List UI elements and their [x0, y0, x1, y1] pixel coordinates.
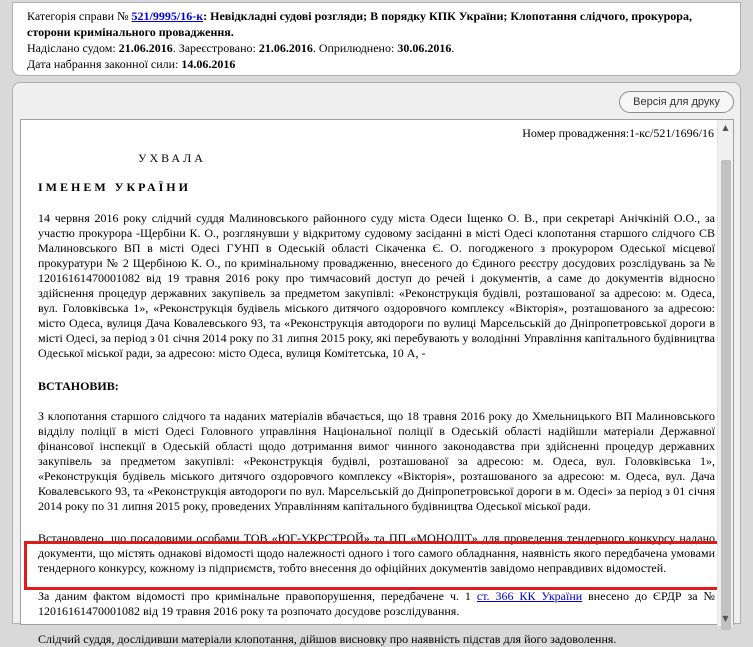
print-version-button[interactable]: Версія для друку — [619, 91, 734, 113]
vertical-scrollbar[interactable] — [717, 120, 733, 626]
paragraph-established: Встановлено, що посадовими особами ТОВ «ЮГ-УКРСТРОЙ» та ПП «МОНОЛІТ» для проведення тендерного конкурсу надано документи, що містять однакові відомості щодо належності одного і того самого обладнання, наявність якого передбачена умовами тендерного конкурсу, кожному із підприємств, тобто внесення до офіційних документів завідомо неправдивих відомостей. — [38, 531, 715, 575]
sent-label: Надіслано судом: — [27, 41, 116, 55]
case-metadata-panel — [12, 2, 741, 76]
document-body — [21, 120, 718, 646]
effective-date: 14.06.2016 — [181, 57, 236, 71]
category-label: Категорія справи № — [27, 9, 129, 23]
paragraph-intro: 14 червня 2016 року слідчий суддя Малиновського районного суду міста Одеси Іщенко О. В., при секретарі Анічкіній О.О., за участю прокурора -Щербіни К. О., розглянувши у відкритому судовому засіданні в місті Одесі клопотання старшого слідчого СВ Малиновського ВП в місті Одесі ГУНП в Одеській області Сікаченка Є. О. погодженого з прокурором Одеської місцевої прокуратури № 2 Щербіною К. О., по кримінальному провадженню, внесеного до Єдиного реєстру досудових розслідувань за № 12016161470001082 від 19 травня 2016 року про тимчасовий доступ до речей і документів, а саме до документів відносно здійснення процедур державних закупівель за предметом закупівлі: «Реконструкція будівлі, розташованої за адресою: м. Одеса, вул. Головківська 1», «Реконструкція будівель міського дитячого оздоровчого комплексу «Вікторія», розташованого за адресою: місто Одеса, вулиця Дача Ковалевського 93, та «Реконструкція автодороги по вулиці Марсельській до Дніпропетровської дороги в місті Одесі, за період з 01 січня 2014 року по 31 липня 2015 року, які перебувають у володінні Управління капітального будівництва Одеської міської ради, за адресою: місто Одеса, вулиця Комітетська, 10 А, - — [38, 211, 715, 360]
criminal-code-article-link[interactable]: ст. 366 КК України — [476, 589, 583, 603]
document-subheading: ІМЕНЕМ УКРАЇНИ — [38, 180, 191, 194]
proceeding-number: Номер провадження:1-кс/521/1696/16 — [522, 126, 714, 140]
published-label: . Оприлюднено: — [312, 41, 395, 55]
paragraph-registration-end: внесено до ЄРДР за № 12016161470001082 від 19 травня 2016 року та розпочато досудове розслідування. — [38, 589, 716, 618]
document-heading: УХВАЛА — [138, 151, 206, 165]
case-dates-line: Надіслано судом: 21.06.2016. Зареєстровано: 21.06.2016. Оприлюднено: 30.06.2016. — [27, 41, 455, 55]
published-date: 30.06.2016 — [397, 41, 452, 55]
registered-label: . Зареєстровано: — [172, 41, 256, 55]
effective-label: Дата набрання законної сили: — [27, 57, 179, 71]
triangle-down-icon[interactable]: ▼ — [722, 614, 729, 623]
document-frame — [12, 82, 741, 646]
scrollbar-thumb[interactable] — [721, 160, 731, 630]
paragraph-registration-start: За даним фактом відомості про кримінальне правопорушення, передбачене ч. 1 — [38, 589, 477, 603]
effective-date-line — [27, 56, 730, 72]
triangle-up-icon[interactable]: ▲ — [722, 123, 729, 132]
case-number-link[interactable]: 521/9995/16-к — [131, 9, 204, 23]
sent-date: 21.06.2016 — [118, 41, 173, 55]
established-heading: ВСТАНОВИВ: — [38, 379, 119, 393]
category-text: : Невідкладні судові розгляди; В порядку КПК України; Клопотання слідчого, прокурора, сторони кримінального провадження. — [27, 9, 692, 39]
paragraph-registration — [38, 589, 715, 619]
paragraph-conclusion: Слідчий суддя, дослідивши матеріали клопотання, дійшов висновку про наявність підстав для його задоволення. — [38, 632, 617, 646]
paragraph-materials: З клопотання старшого слідчого та наданих матеріалів вбачається, що 18 травня 2016 року до Хмельницького ВП Малиновського відділу поліції в місті Одесі Головного управління Національної поліції в Одеській області надійшли матеріали Державної фінансової інспекції в Одеській області щодо дотримання вимог чинного законодавства при здійсненні процедур державних закупівель за предметом закупівлі: «Реконструкція будівлі, розташованої за адресою: м. Одеса, вул. Головківська 1», «Реконструкція будівель міського дитячого оздоровчого комплексу «Вікторія», розташованого за адресою: м. Одеса, вул. Дача Ковалевського 93, та «Реконструкція автодороги по вул. Марсельській до Дніпропетровської дороги в м. Одесі» за період з 01 січня 2014 року по 31 липня 2015 року, проведених Управлінням капітального будівництва Одеської міської ради. — [38, 409, 715, 513]
document-viewer[interactable] — [20, 119, 734, 646]
case-category-line — [27, 8, 730, 40]
registered-date: 21.06.2016 — [258, 41, 313, 55]
